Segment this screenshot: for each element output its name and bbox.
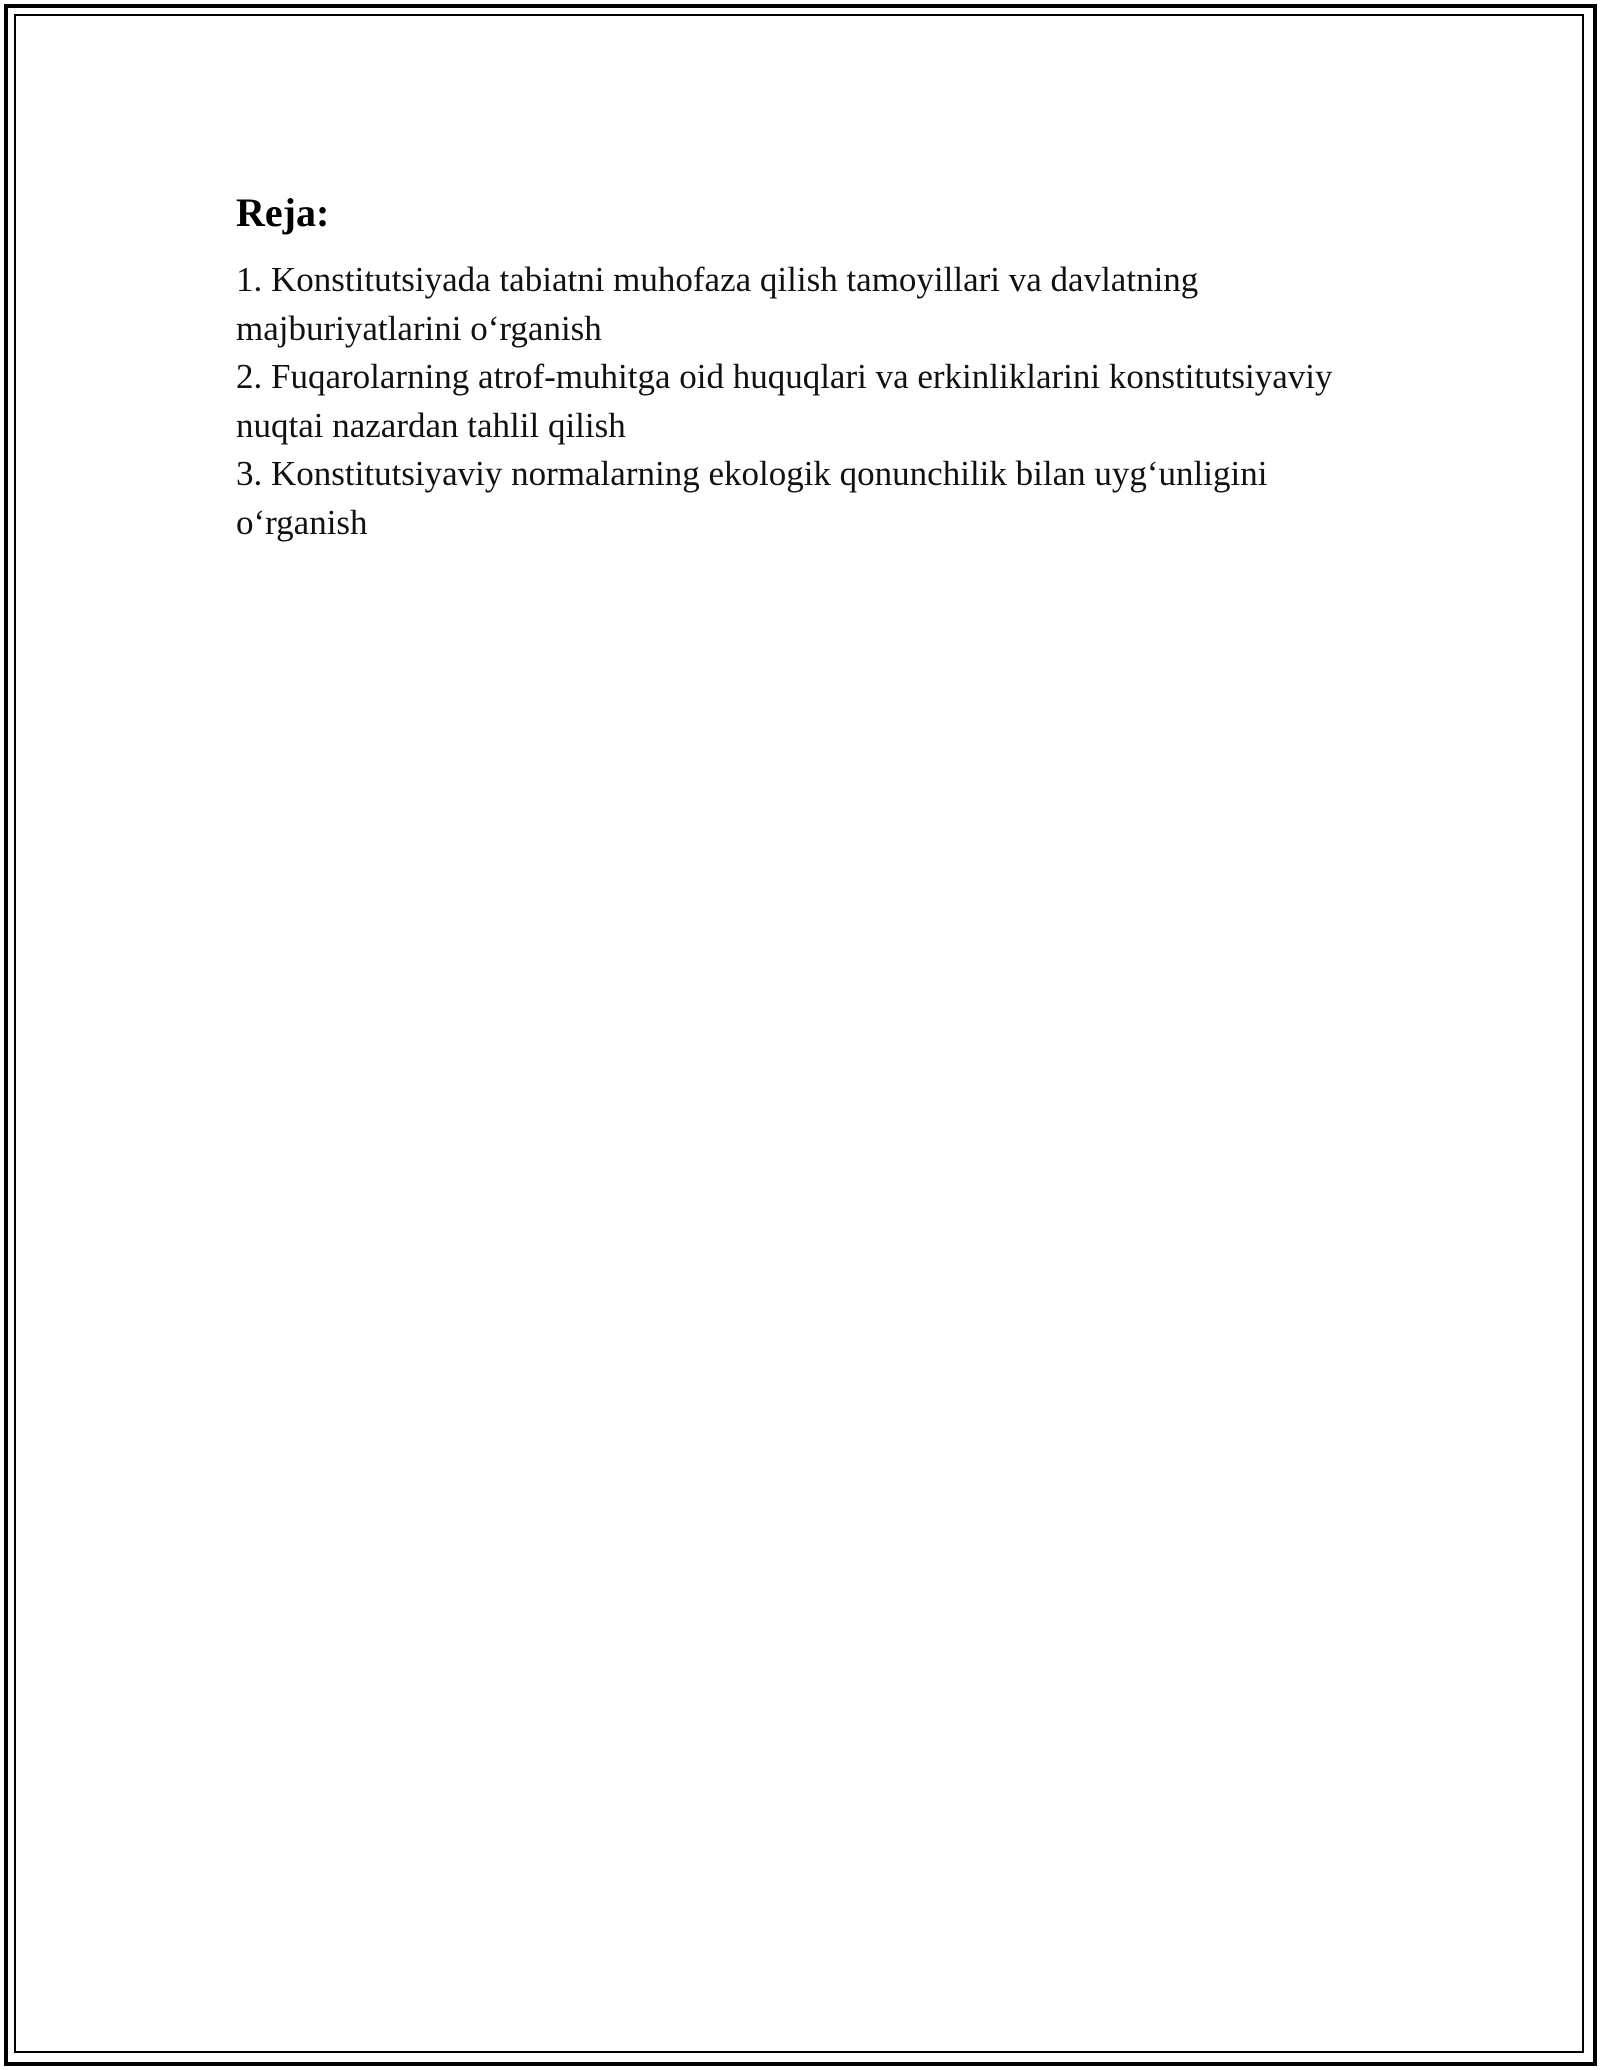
plan-item-1: 1. Konstitutsiyada tabiatni muhofaza qilish tamoyillari va davlatning majburiyatlarini o‘rganish (236, 260, 1199, 348)
plan-item-3: 3. Konstitutsiyaviy normalarning ekologik qonunchilik bilan uyg‘unligini o‘rganish (236, 454, 1268, 542)
plan-item-2: 2. Fuqarolarning atrof-muhitga oid huquqlari va erkinliklarini konstitutsiyaviy nuqtai nazardan tahlil qilish (236, 357, 1333, 445)
plan-heading: Reja: (236, 190, 330, 235)
document-body (236, 184, 1376, 547)
plan-list (236, 256, 1376, 547)
